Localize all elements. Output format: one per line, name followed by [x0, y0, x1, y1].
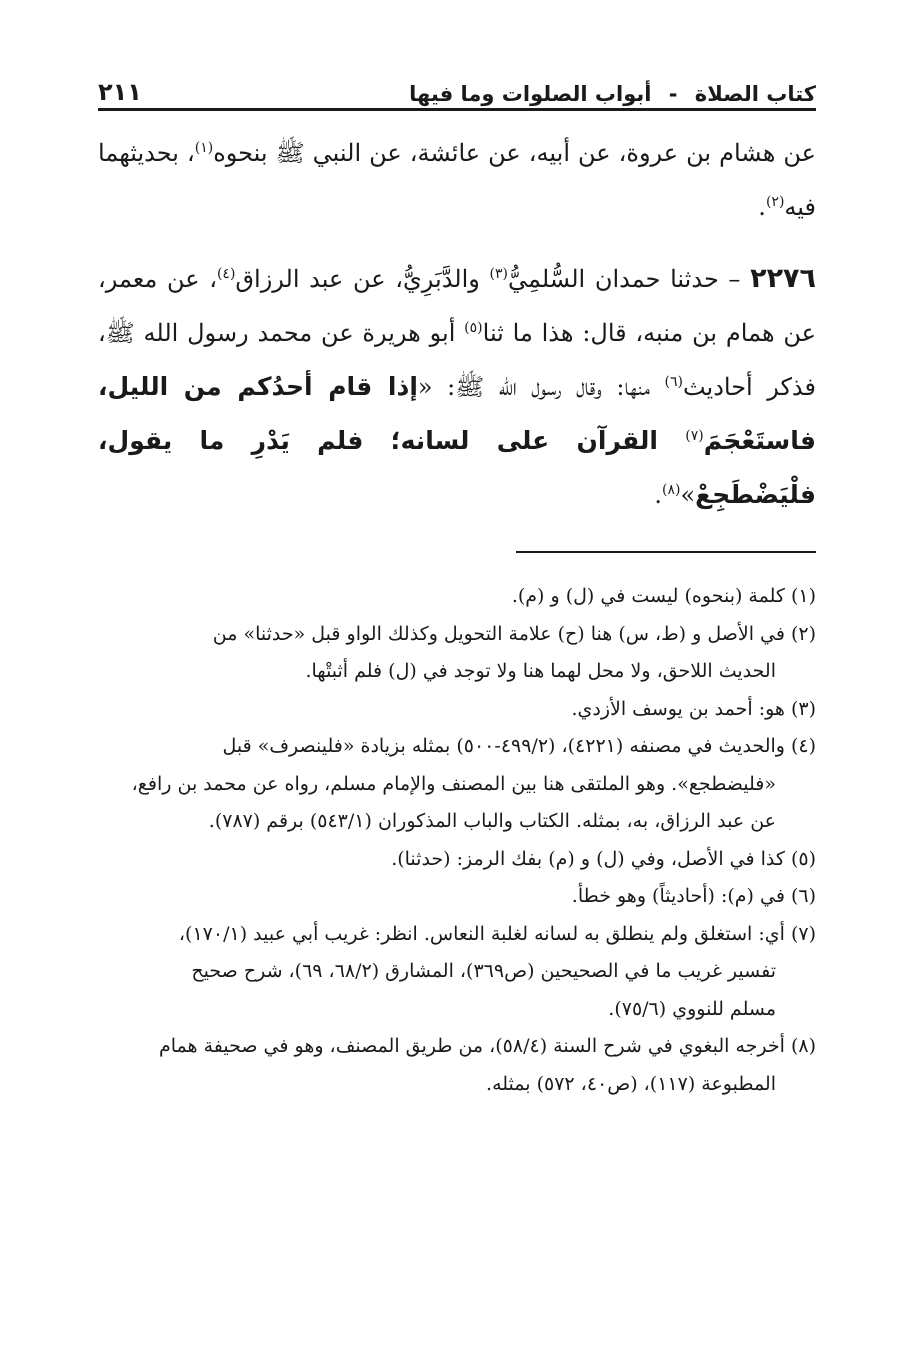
text-run: والدَّبَرِيُّ، عن عبد الرزاق [235, 265, 490, 293]
footnote-text: أخرجه البغوي في شرح السنة (٥٨/٤)، من طريق المصنف، وهو في صحيفة همام [158, 1035, 785, 1057]
footnote-ref: (٥) [464, 320, 483, 336]
footnote-text: في الأصل و (ط، س) هنا (ح) علامة التحويل وكذلك الواو قبل «حدثنا» من [212, 622, 785, 645]
text-run: ، بحديثهما فيه [98, 139, 816, 221]
hadith-number: ٢٢٧٦ [750, 263, 817, 294]
footnote-7 [98, 916, 816, 954]
footnote-4-continued: «فليضطجع». وهو الملتقى هنا بين المصنف والإمام مسلم، رواه عن محمد بن رافع، [131, 772, 776, 795]
text-run: . [758, 193, 766, 221]
paragraph-continuation [98, 126, 816, 234]
footnote-ref: (٢) [765, 194, 785, 210]
footnote-4 [98, 728, 816, 766]
book-title: كتاب الصلاة [694, 82, 816, 106]
footnote-separator [516, 551, 816, 553]
page-number: ٢١١ [98, 78, 142, 106]
footnote-7-continued: تفسير غريب ما في الصحيحين (ص٣٦٩)، المشارق (٦٨/٢، ٦٩)، شرح صحيح [191, 960, 776, 982]
footnote-text: كلمة (بنحوه) ليست في (ل) و (م). [511, 585, 785, 607]
footnote-number: (٤) [790, 735, 816, 757]
footnote-number: (٢) [790, 622, 816, 645]
footnote-4-continued-2: عن عبد الرزاق، به، بمثله. الكتاب والباب المذكوران (٥٤٣/١) برقم (٧٨٧). [208, 810, 776, 832]
text-run: منها: وقال رسول الله ﷺ: « [417, 373, 665, 401]
footnote-8-continued: المطبوعة (١١٧)، (ص٤٠، ٥٧٢) بمثله. [486, 1072, 776, 1095]
footnotes [98, 578, 816, 1103]
footnote-ref: (٧) [685, 428, 704, 444]
hadith-text-bold: إذا قام أحدُكم من الليل، فاستَعْجَمَ [98, 372, 816, 455]
footnote-1 [98, 578, 816, 616]
footnote-number: (٥) [790, 847, 816, 870]
text-run: عن هشام بن عروة، عن أبيه، عن عائشة، عن النبي ﷺ بنحوه [213, 139, 816, 167]
footnote-ref: (٣) [489, 266, 508, 282]
text-run: » [680, 481, 696, 509]
footnote-ref: (٤) [216, 266, 236, 282]
hadith-text-bold: القرآن على لسانه؛ فلم يَدْرِ ما يقول، فلْيَضْطَجِعْ [98, 426, 816, 509]
footnote-ref: (٦) [664, 374, 683, 390]
footnote-6 [98, 878, 816, 916]
footnote-number: (١) [790, 585, 816, 607]
footnote-8 [98, 1028, 816, 1066]
footnote-text: كذا في الأصل، وفي (ل) و (م) بفك الرمز: (حدثنا). [391, 847, 785, 870]
title-separator: - [668, 82, 678, 106]
text-run: أبو هريرة عن محمد رسول الله ﷺ، فذكر أحاديث [98, 319, 816, 401]
running-header [98, 72, 816, 106]
header-rule [98, 108, 816, 111]
footnote-7-continued-2: مسلم للنووي (٧٥/٦). [608, 997, 776, 1020]
footnote-2-continued: الحديث اللاحق، ولا محل لهما هنا ولا توجد في (ل) فلم أثبتْها. [305, 660, 776, 682]
footnote-ref: (١) [194, 140, 214, 156]
footnote-3 [98, 691, 816, 729]
footnote-number: (٣) [790, 697, 816, 720]
footnote-text: في (م): (أحاديثاً) وهو خطأ. [571, 885, 785, 907]
footnote-ref: (٨) [661, 482, 681, 498]
section-title: أبواب الصلوات وما فيها [409, 82, 652, 106]
footnote-text: هو: أحمد بن يوسف الأزدي. [571, 697, 785, 720]
text-run: – حدثنا حمدان السُّلمِيُّ [507, 265, 751, 293]
footnote-2 [98, 616, 816, 654]
footnote-text: والحديث في مصنفه (٤٢٢١)، (٤٩٩/٢-٥٠٠) بمثله بزيادة «فلينصرف» قبل [222, 735, 785, 757]
footnote-number: (٨) [790, 1035, 816, 1057]
footnote-text: أي: استغلق ولم ينطلق به لسانه لغلبة النعاس. انظر: غريب أبي عبيد (١٧٠/١)، [178, 922, 785, 945]
footnote-5 [98, 841, 816, 879]
paragraph-gap [98, 234, 816, 252]
footnote-number: (٦) [790, 885, 816, 907]
text-run: ، عن معمر، عن همام بن منبه، قال: هذا ما ثنا [98, 265, 816, 347]
main-text [98, 126, 816, 522]
text-run: . [654, 481, 662, 509]
footnote-number: (٧) [790, 922, 816, 945]
running-title [409, 82, 816, 106]
hadith-paragraph [98, 252, 816, 522]
